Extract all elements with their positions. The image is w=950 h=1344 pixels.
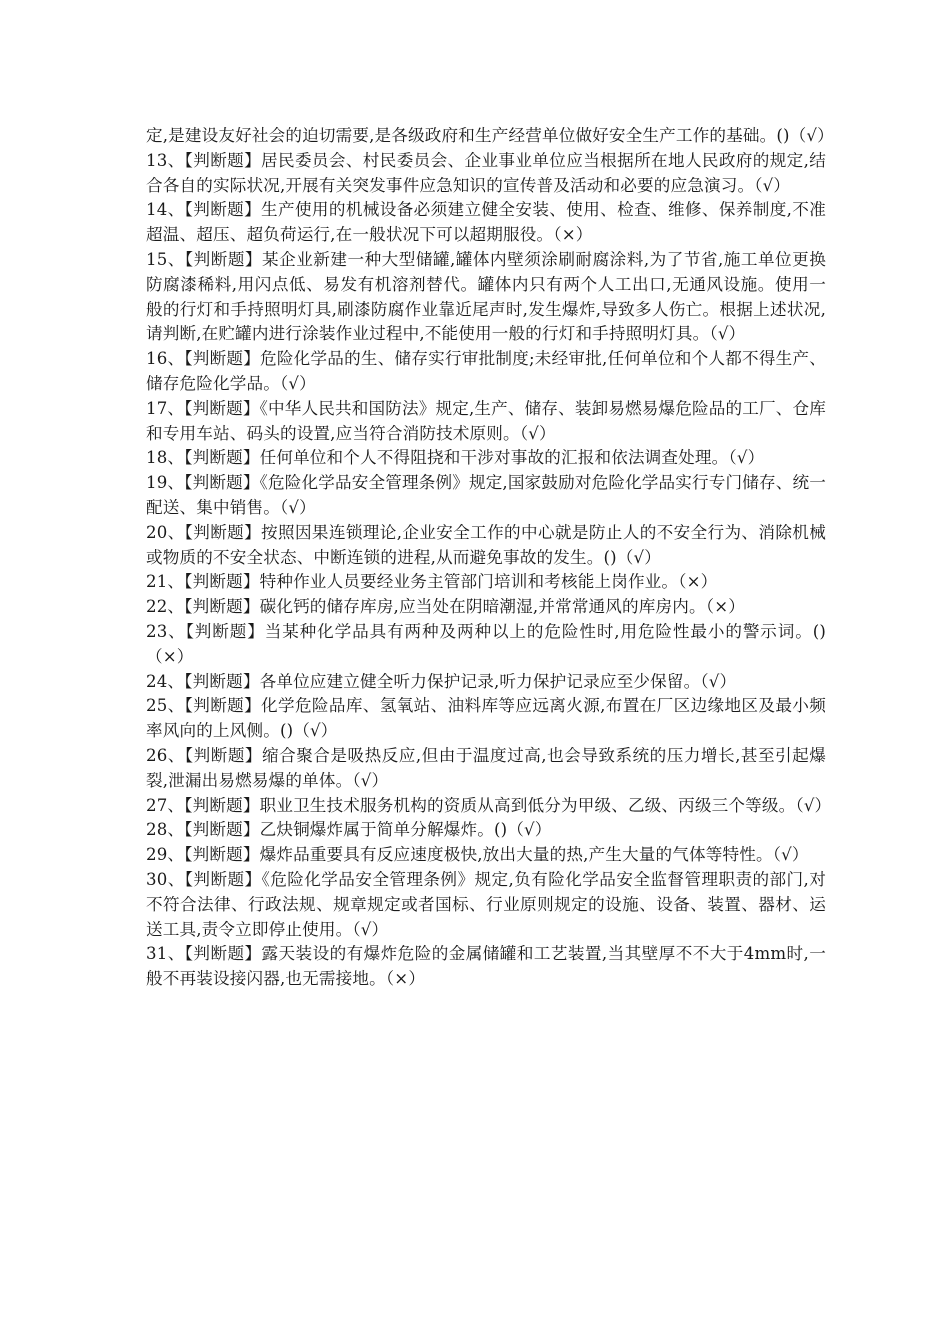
question-item: 22、【判断题】碳化钙的储存库房,应当处在阴暗潮湿,并常常通风的库房内。（×） [146,597,746,617]
question-item: 23、【判断题】当某种化学品具有两种及两种以上的危险性时,用危险性最小的警示词。()（×） [146,621,826,666]
question-item: 定,是建设友好社会的迫切需要,是各级政府和生产经营单位做好安全生产工作的基础。()（√） [146,126,834,145]
question-item: 18、【判断题】任何单位和个人不得阻挠和干涉对事故的汇报和依法调查处理。（√） [146,448,765,468]
question-item: 24、【判断题】各单位应建立健全听力保护记录,听力保护记录应至少保留。（√） [146,671,737,691]
question-item: 20、【判断题】按照因果连锁理论,企业安全工作的中心就是防止人的不安全行为、消除机械或物质的不安全状态、中断连锁的进程,从而避免事故的发生。()（√） [146,522,826,567]
question-item: 16、【判断题】危险化学品的生、储存实行审批制度;未经审批,任何单位和个人都不得生产、储存危险化学品。（√） [146,349,826,393]
question-item: 17、【判断题】《中华人民共和国防法》规定,生产、储存、装卸易燃易爆危险品的工厂、仓库和专用车站、码头的设置,应当符合消防技术原则。（√） [146,398,826,443]
question-item: 25、【判断题】化学危险品库、氢氧站、油料库等应远离火源,布置在厂区边缘地区及最小频率风向的上风侧。()（√） [146,696,826,741]
question-item: 13、【判断题】居民委员会、村民委员会、企业事业单位应当根据所在地人民政府的规定,结合各自的实际状况,开展有关突发事件应急知识的宣传普及活动和必要的应急演习。（√） [146,150,826,195]
question-item: 30、【判断题】《危险化学品安全管理条例》规定,负有险化学品安全监督管理职责的部门,对不符合法律、行政法规、规章规定或者国标、行业原则规定的设施、设备、装置、器材、运送工具,责令立即停止使用。（√） [146,869,826,939]
question-item: 26、【判断题】缩合聚合是吸热反应,但由于温度过高,也会导致系统的压力增长,甚至引起爆裂,泄漏出易燃易爆的单体。（√） [146,745,826,790]
question-list [146,124,834,992]
question-item: 29、【判断题】爆炸品重要具有反应速度极快,放出大量的热,产生大量的气体等特性。（√） [146,845,809,865]
question-item: 21、【判断题】特种作业人员要经业务主管部门培训和考核能上岗作业。（×） [146,572,718,592]
question-item: 31、【判断题】露天装设的有爆炸危险的金属储罐和工艺装置,当其壁厚不不大于4mm时,一般不再装设接闪器,也无需接地。（×） [146,944,826,989]
question-item: 15、【判断题】某企业新建一种大型储罐,罐体内壁须涂刷耐腐涂料,为了节省,施工单位更换防腐漆稀料,用闪点低、易发有机溶剂替代。罐体内只有两个人工出口,无通风设施。使用一般的行灯和手持照明灯具,刷漆防腐作业靠近尾声时,发生爆炸,导致多人伤亡。根据上述状况,请判断,在贮罐内进行涂装作业过程中,不能使用一般的行灯和手持照明灯具。（√） [146,249,826,344]
question-item: 28、【判断题】乙炔铜爆炸属于简单分解爆炸。()（√） [146,820,552,840]
question-item: 27、【判断题】职业卫生技术服务机构的资质从高到低分为甲级、乙级、丙级三个等级。（√） [146,795,832,815]
question-item: 19、【判断题】《危险化学品安全管理条例》规定,国家鼓励对危险化学品实行专门储存、统一配送、集中销售。（√） [146,473,826,517]
question-item: 14、【判断题】生产使用的机械设备必须建立健全安装、使用、检查、维修、保养制度,不准超温、超压、超负荷运行,在一般状况下可以超期服役。（×） [146,200,826,245]
